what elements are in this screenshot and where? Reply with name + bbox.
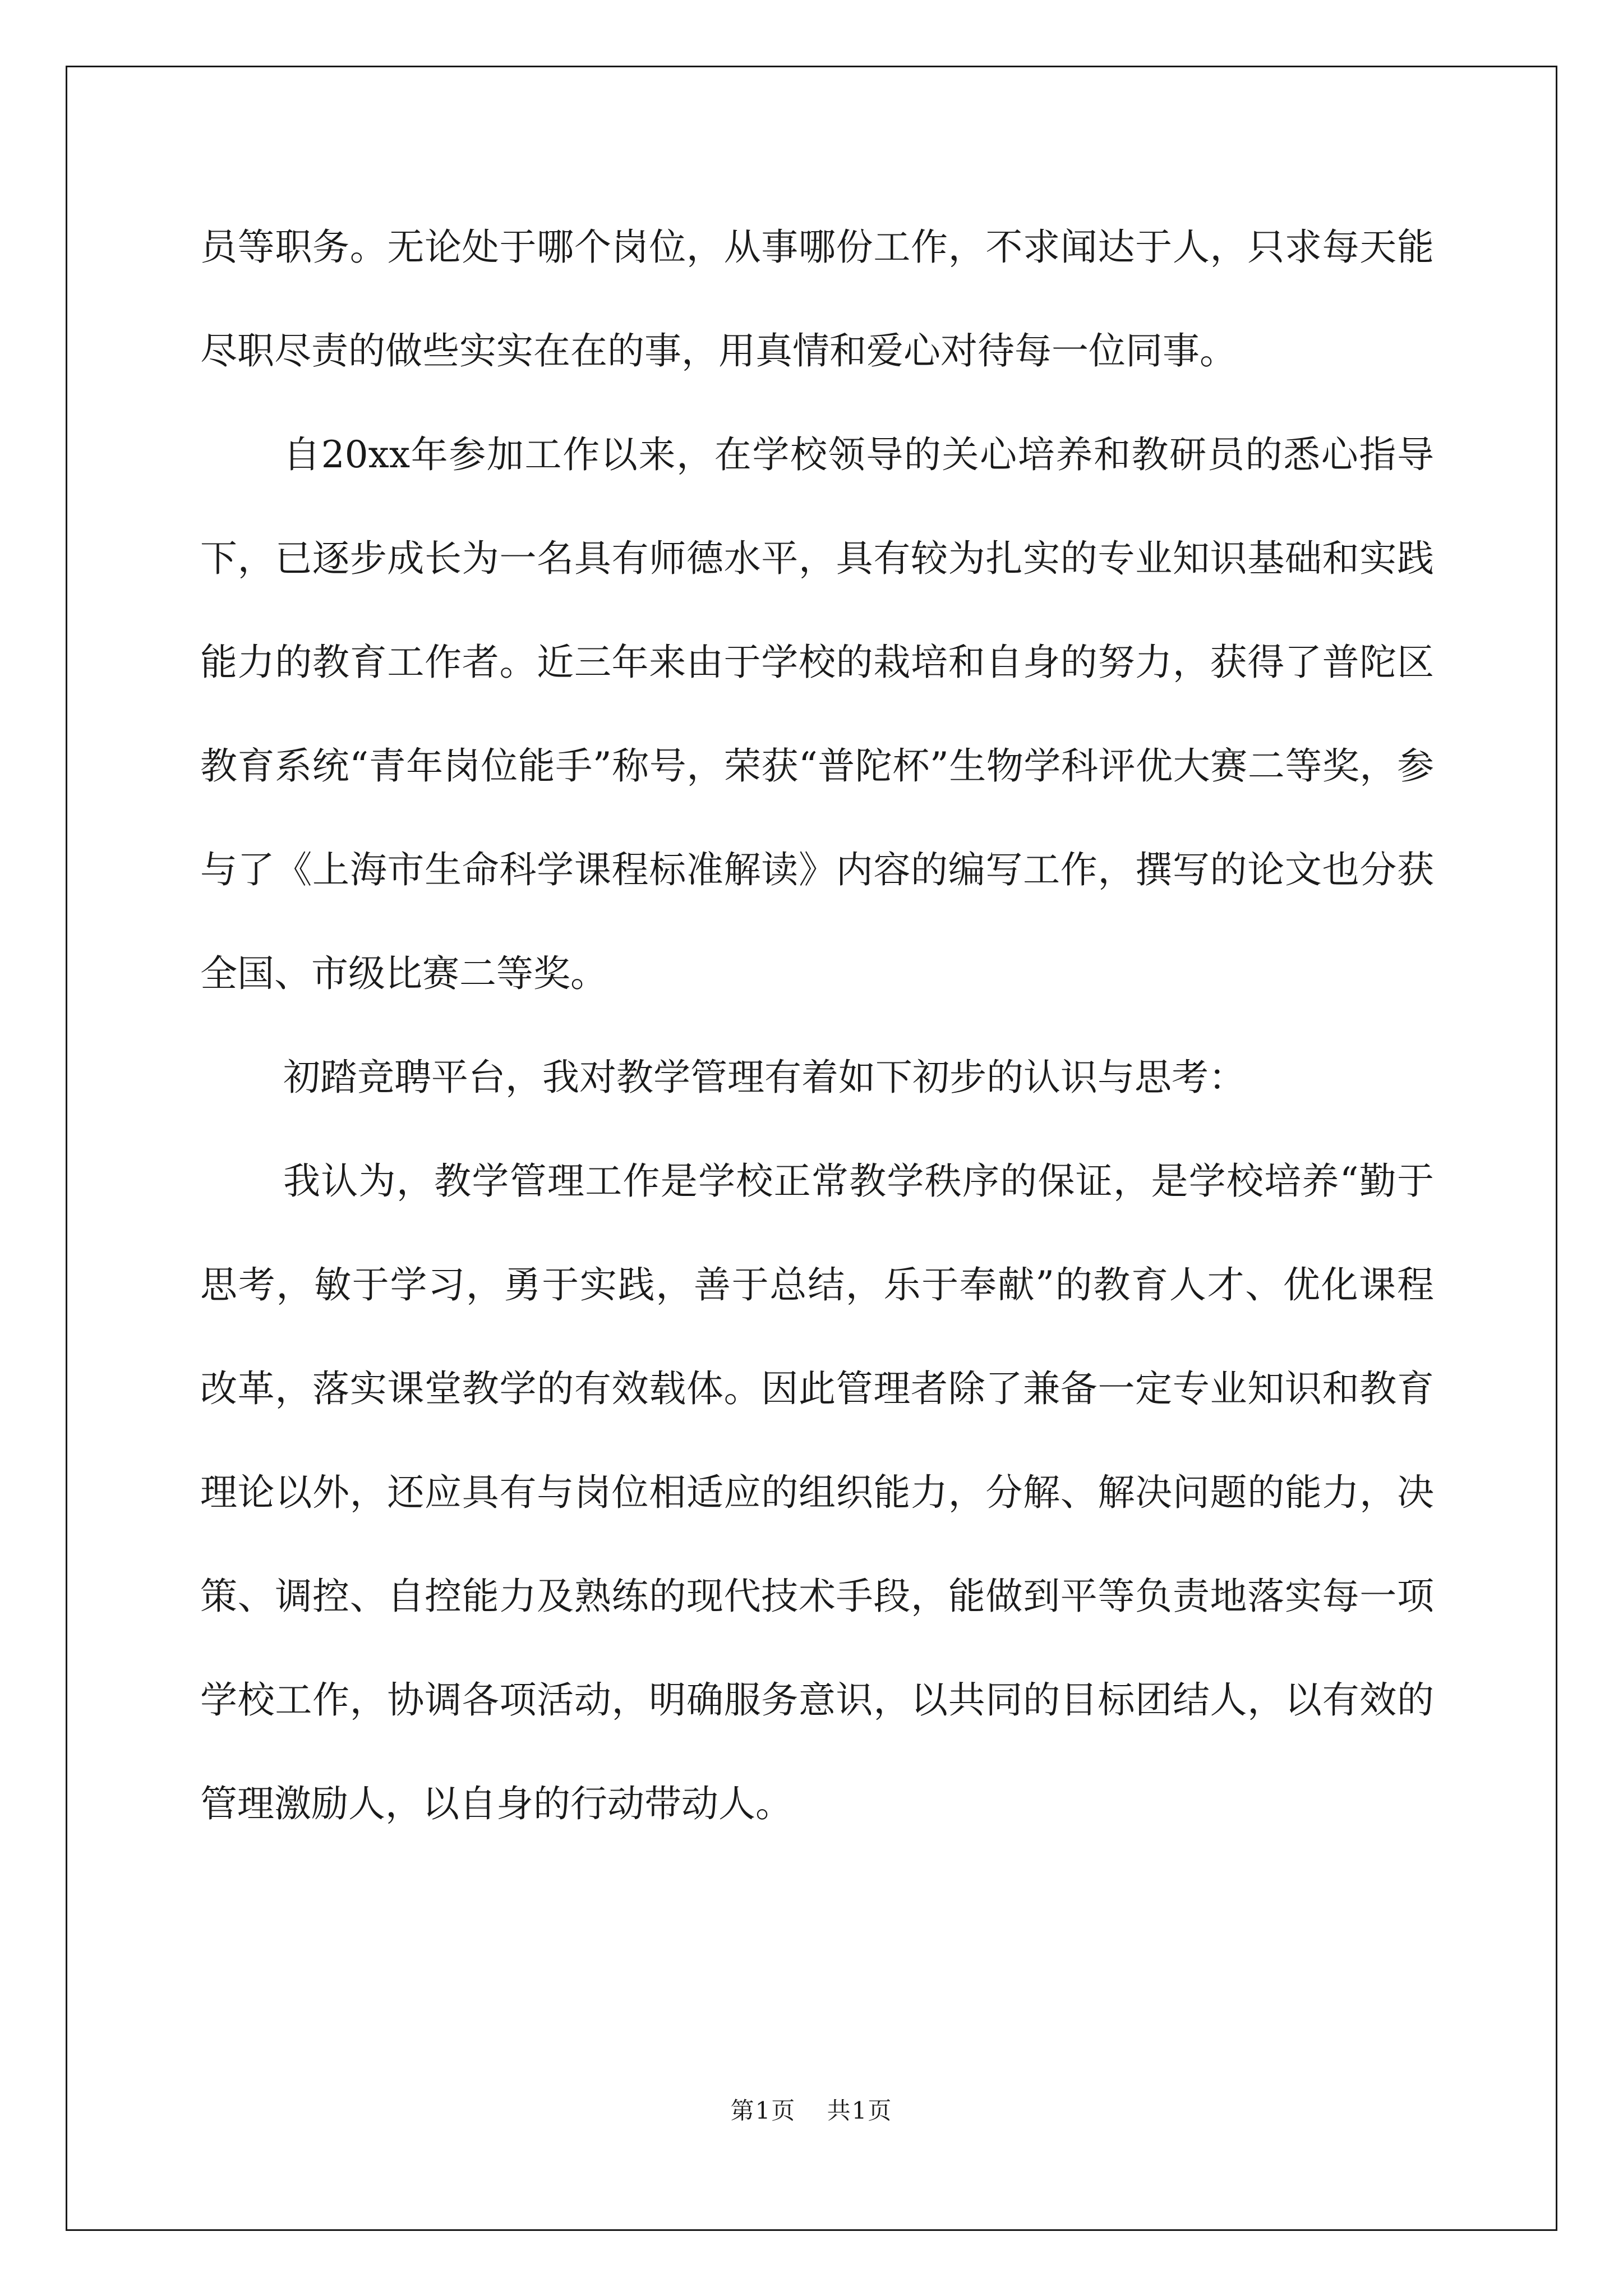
- paragraph-intro-thoughts: 初踏竞聘平台，我对教学管理有着如下初步的认识与思考：: [283, 1056, 1246, 1099]
- paragraph-continued: 员等职务。无论处于哪个岗位，从事哪份工作，不求闻达于人，只求每天能尽职尽责的做些实实在在的事，用真情和爱心对待每一位同事。: [200, 226, 1434, 372]
- page-total: 共1页: [827, 2097, 893, 2124]
- paragraph-work-history: 自20xx年参加工作以来，在学校领导的关心培养和教研员的悉心指导下，已逐步成长为一名具有师德水平，具有较为扎实的专业知识基础和实践能力的教育工作者。近三年来由于学校的栽培和自身的努力，获得了普陀区教育系统“青年岗位能手”称号，荣获“普陀杯”生物学科评优大赛二等奖，参与了《上海市生命科学课程标准解读》内容的编写工作，撰写的论文也分获全国、市级比赛二等奖。: [200, 433, 1434, 995]
- page-footer: [0, 2092, 1623, 2126]
- page-number: 第1页: [730, 2097, 796, 2124]
- document-body: [200, 195, 1434, 1856]
- paragraph-management-view: 我认为，教学管理工作是学校正常教学秩序的保证，是学校培养“勤于思考，敏于学习，勇于实践，善于总结，乐于奉献”的教育人才、优化课程改革，落实课堂教学的有效载体。因此管理者除了兼备一定专业知识和教育理论以外，还应具有与岗位相适应的组织能力，分解、解决问题的能力，决策、调控、自控能力及熟练的现代技术手段，能做到平等负责地落实每一项学校工作，协调各项活动，明确服务意识，以共同的目标团结人，以有效的管理激励人，以自身的行动带动人。: [200, 1159, 1434, 1825]
